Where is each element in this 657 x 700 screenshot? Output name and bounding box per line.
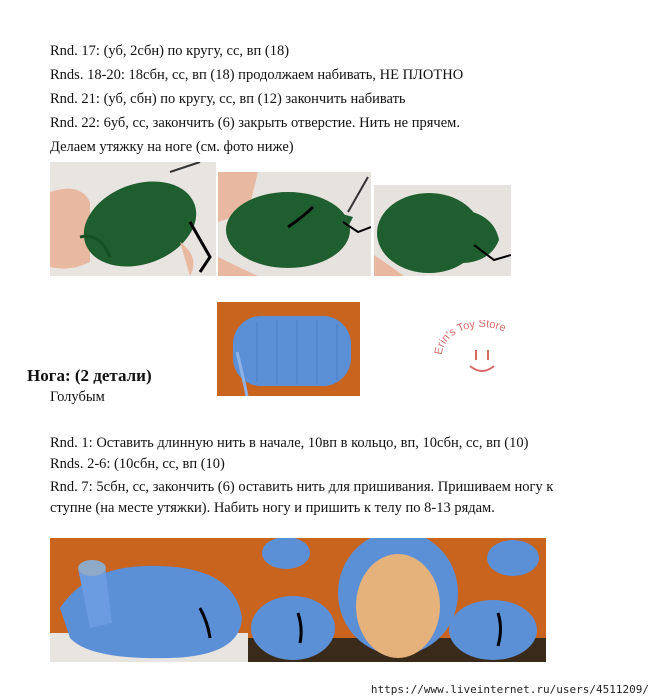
pattern-line-rnd7: Rnd. 7: 5сбн, сс, закончить (6) оставить нить для пришивания. Пришиваем ногу к: [50, 479, 554, 495]
pattern-line-rnds18-20: Rnds. 18-20: 18сбн, сс, вп (18) продолжаем набивать, НЕ ПЛОТНО: [50, 67, 464, 83]
pattern-line-rnd21: Rnd. 21: (уб, сбн) по кругу, сс, вп (12) закончить набивать: [50, 91, 406, 107]
photo-green-foot-2: [218, 172, 371, 276]
pattern-line-rnd17: Rnd. 17: (уб, 2сбн) по кругу, сс, вп (18): [50, 43, 290, 59]
erins-toy-store-logo: [432, 320, 532, 385]
pattern-line-rnd22: Rnd. 22: 6уб, сс, закончить (6) закрыть отверстие. Нить не прячем.: [50, 115, 460, 131]
pattern-line-rnd7-cont: ступне (на месте утяжки). Набить ногу и пришить к телу по 8-13 рядам.: [50, 500, 495, 516]
pattern-line-note: Делаем утяжку на ноге (см. фото ниже): [50, 139, 294, 155]
photo-green-foot-1: [50, 162, 216, 276]
svg-text:Erin's Toy Store: Erin's Toy Store: [432, 320, 508, 356]
section-title-leg: Нога: (2 детали): [27, 366, 152, 385]
footer-source-url: https://www.liveinternet.ru/users/4511209/: [370, 683, 649, 696]
pattern-line-rnd1: Rnd. 1: Оставить длинную нить в начале, 10вп в кольцо, вп, 10сбн, сс, вп (10): [50, 435, 529, 451]
section-subtitle-color: Голубым: [50, 389, 105, 405]
photo-toy-legs-attached: [248, 538, 546, 662]
photo-green-foot-3: [374, 185, 511, 276]
photo-blue-leg-closeup: [50, 538, 248, 662]
pattern-line-rnds2-6: Rnds. 2-6: (10сбн, сс, вп (10): [50, 456, 225, 472]
photo-blue-leg: [217, 302, 360, 396]
